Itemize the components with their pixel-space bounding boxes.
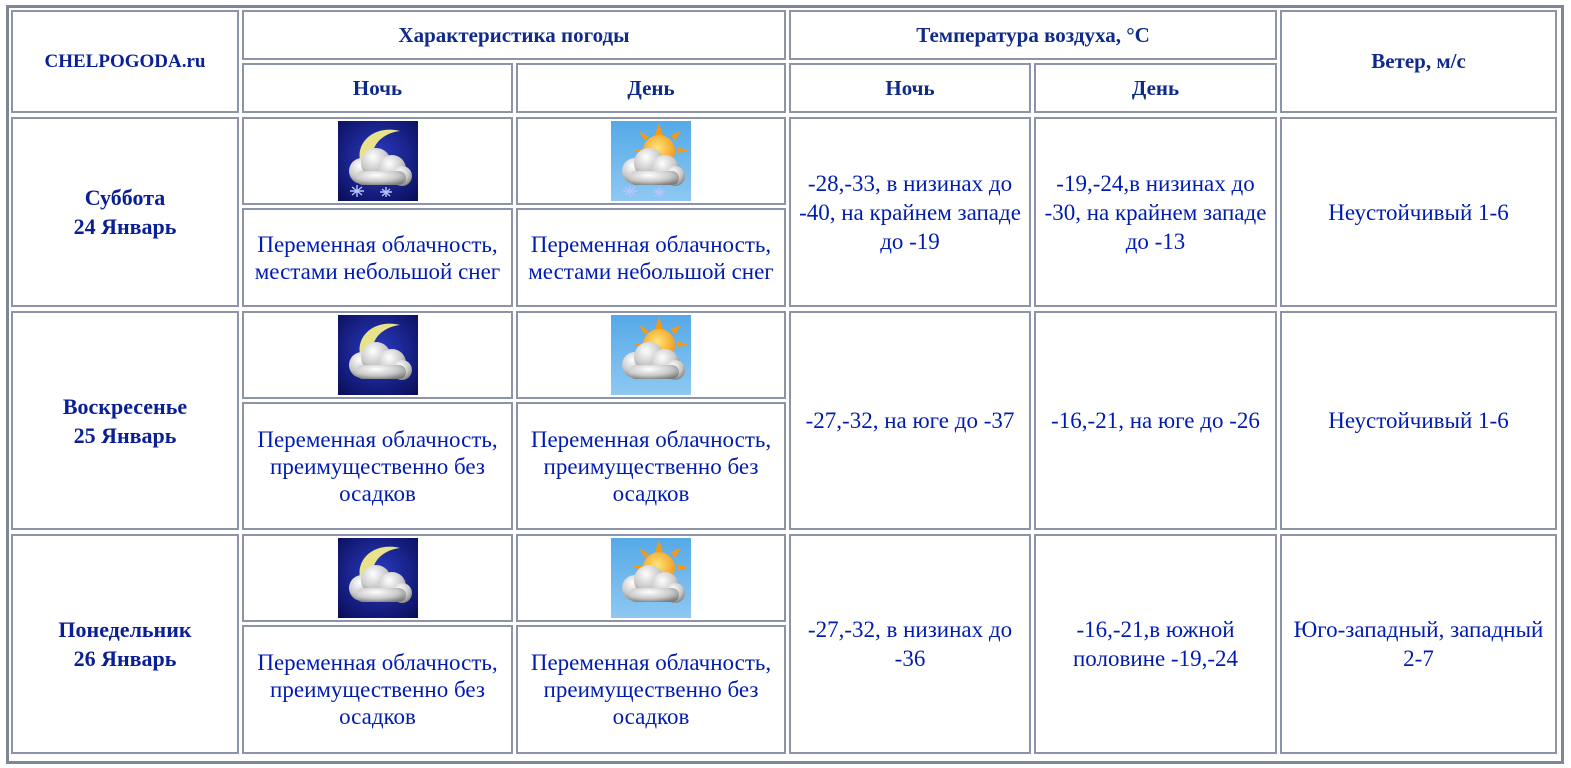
row-1-night-desc-text: Переменная облачность, местами небольшой снег [254,231,501,284]
row-1-temp-night-text: -28,-33, в низинах до -40, на крайнем западе до -19 [799,170,1021,254]
row-1-day-desc-text: Переменная облачность, местами небольшой снег [528,231,774,284]
row-1-temp-day [1034,117,1277,307]
row-2-day-desc-text: Переменная облачность, преимущественно без осадков [530,426,772,506]
row-3-night-icon-cell [242,534,513,622]
row-3-temp-night-text: -27,-32, в низинах до -36 [807,617,1013,671]
row-2-night-desc [242,402,513,530]
row-3-day-desc-text: Переменная облачность, преимущественно без осадков [530,650,772,729]
row-1-date-label: 24 Январь [73,214,177,239]
row-3-temp-night [789,534,1031,754]
row-1-day-icon-cell [516,117,786,205]
row-2-weekday: Воскресенье [62,393,188,419]
row-1-day-desc [516,208,786,307]
row-3-date-label: 26 Январь [73,646,177,671]
site-brand [11,10,239,113]
row-1-temp-day-text: -19,-24,в низинах до -30, на крайнем западе до -13 [1044,170,1267,254]
header-temperature [789,10,1277,60]
header-temp-night [789,63,1031,113]
row-3-wind [1280,534,1557,754]
row-2-day-icon-cell [516,311,786,399]
row-1-date [11,117,239,307]
brand-label: CHELPOGODA.ru [44,50,206,72]
row-3-day-icon-cell [516,534,786,622]
row-2-temp-day [1034,311,1277,530]
row-1-night-icon-cell [242,117,513,205]
row-2-night-desc-text: Переменная облачность, преимущественно без осадков [257,426,498,506]
row-2-night-icon-cell [242,311,513,399]
row-3-temp-day [1034,534,1277,754]
row-1-wind-text: Неустойчивый 1-6 [1328,199,1509,225]
row-2-temp-day-text: -16,-21, на юге до -26 [1051,408,1260,433]
row-2-date-label: 25 Январь [73,422,177,448]
header-char-day [516,63,786,113]
header-wind [1280,10,1557,113]
row-3-night-desc [242,625,513,754]
row-2-temp-night [789,311,1031,530]
row-1-wind [1280,117,1557,307]
header-char-day-label: День [627,75,675,100]
moon-clouds-icon [338,538,418,618]
row-3-wind-text: Юго-западный, западный 2-7 [1293,617,1544,671]
header-characteristics [242,10,786,60]
header-char-night-label: Ночь [352,75,403,100]
header-wind-label: Ветер, м/с [1371,49,1466,73]
row-2-day-desc [516,402,786,530]
row-2-wind-text: Неустойчивый 1-6 [1328,408,1509,433]
moon-clouds-snow-icon [338,121,418,201]
row-3-temp-day-text: -16,-21,в южной половине -19,-24 [1073,617,1238,671]
row-3-night-desc-text: Переменная облачность, преимущественно без осадков [257,650,498,729]
row-2-date [11,311,239,530]
row-2-temp-night-text: -27,-32, на юге до -37 [805,408,1015,433]
header-temp-night-label: Ночь [885,75,935,100]
sun-clouds-icon [611,315,691,395]
sun-clouds-icon [611,538,691,618]
sun-clouds-snow-icon [611,121,691,201]
row-1-temp-night [789,117,1031,307]
moon-clouds-icon [338,315,418,395]
row-3-day-desc [516,625,786,754]
header-temp-day-label: День [1131,75,1180,100]
header-temp-day [1034,63,1277,113]
row-3-weekday: Понедельник [58,617,192,642]
row-1-weekday: Суббота [84,185,166,210]
row-2-wind [1280,311,1557,530]
header-char-night [242,63,513,113]
header-characteristics-label: Характеристика погоды [398,22,630,47]
row-3-date [11,534,239,754]
row-1-night-desc [242,208,513,307]
header-temperature-label: Температура воздуха, °С [916,22,1150,47]
